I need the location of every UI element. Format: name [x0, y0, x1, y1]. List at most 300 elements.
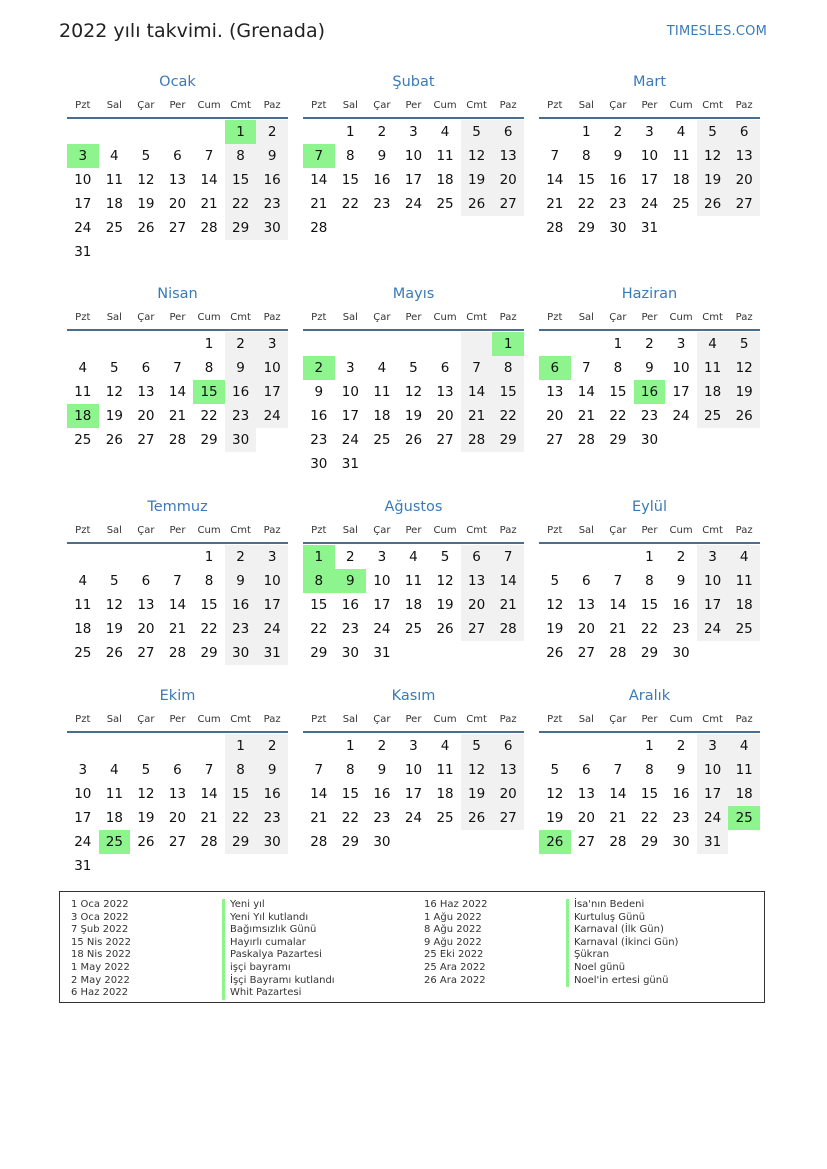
- day-cell: 22: [225, 806, 257, 830]
- legend-holiday-name: Yeni yıl: [222, 899, 335, 912]
- day-cell: 6: [492, 120, 524, 144]
- day-cell: 16: [310, 408, 328, 424]
- day-cell: 25: [105, 220, 123, 236]
- day-cell: 14: [310, 172, 328, 188]
- day-cell: 27: [546, 432, 564, 448]
- weekday-header-row: [67, 522, 288, 540]
- day-cell: 27: [492, 806, 524, 830]
- day-cell: 24: [697, 617, 729, 641]
- weekday-label: Pzt: [547, 525, 563, 536]
- day-cell: 25: [672, 196, 690, 212]
- weekday-label: Paz: [499, 525, 517, 536]
- day-cell: 10: [697, 758, 729, 782]
- week-row: [539, 806, 760, 830]
- weekday-label: Cmt: [702, 714, 723, 725]
- empty-day-cell: [461, 332, 493, 356]
- legend-holiday-name: Paskalya Pazartesi: [222, 949, 335, 962]
- day-cell: 28: [310, 834, 328, 850]
- day-cell: 29: [225, 216, 257, 240]
- holiday-day-cell: 25: [99, 830, 131, 854]
- day-cell: 5: [110, 360, 119, 376]
- legend-holiday-name: Karnaval (İlk Gün): [566, 924, 678, 937]
- day-cell: 1: [645, 549, 654, 565]
- week-row: [303, 617, 524, 641]
- empty-day-cell: [602, 545, 634, 569]
- weekday-label: Per: [641, 100, 658, 111]
- empty-day-cell: [602, 734, 634, 758]
- legend-holiday-name: Kurtuluş Günü: [566, 912, 678, 925]
- month-name: Mart: [632, 74, 667, 90]
- day-cell: 26: [546, 645, 564, 661]
- day-cell: 8: [645, 762, 654, 778]
- day-cell: 4: [78, 573, 88, 589]
- week-row: [303, 452, 524, 476]
- day-cell: 6: [173, 762, 182, 778]
- weekday-label: Per: [405, 525, 422, 536]
- week-row: [539, 404, 760, 428]
- day-cell: 11: [105, 172, 123, 188]
- day-cell: 7: [314, 762, 324, 778]
- day-cell: 8: [204, 360, 214, 376]
- day-cell: 22: [200, 408, 218, 424]
- legend-date: 8 Ağu 2022: [424, 924, 482, 936]
- header-divider: [303, 329, 524, 331]
- day-cell: 4: [440, 124, 450, 140]
- weekday-label: Sal: [578, 714, 594, 725]
- day-cell: 7: [582, 360, 591, 376]
- day-cell: 2: [346, 549, 355, 565]
- weekday-label: Çar: [373, 100, 391, 111]
- day-cell: 28: [609, 645, 627, 661]
- weekday-label: Sal: [342, 525, 358, 536]
- day-cell: 14: [546, 172, 564, 188]
- day-cell: 15: [200, 597, 218, 613]
- legend-date: 1 May 2022: [71, 961, 130, 973]
- day-cell: 23: [640, 408, 659, 424]
- day-cell: 9: [676, 573, 686, 589]
- day-cell: 10: [404, 762, 423, 778]
- day-cell: 22: [225, 192, 257, 216]
- empty-day-cell: [429, 452, 461, 476]
- legend-date: 18 Nis 2022: [71, 949, 131, 961]
- day-cell: 10: [256, 356, 288, 380]
- empty-day-cell: [335, 216, 367, 240]
- day-cell: 13: [436, 384, 454, 400]
- legend-date: 3 Oca 2022: [71, 911, 129, 923]
- weekday-label: Cmt: [466, 714, 487, 725]
- day-cell: 23: [225, 617, 257, 641]
- weekday-header-row: [539, 522, 760, 540]
- week-row: [67, 617, 288, 641]
- weekday-label: Çar: [609, 525, 627, 536]
- day-cell: 4: [440, 738, 450, 754]
- day-cell: 5: [550, 573, 560, 589]
- holiday-day-cell: 3: [67, 144, 99, 168]
- day-cell: 20: [168, 196, 187, 212]
- day-cell: 31: [341, 456, 359, 472]
- day-cell: 25: [728, 617, 760, 641]
- day-cell: 13: [577, 786, 595, 802]
- day-cell: 21: [168, 621, 187, 637]
- day-cell: 22: [310, 621, 328, 637]
- weekday-label: Sal: [342, 312, 358, 323]
- day-cell: 17: [74, 196, 92, 212]
- empty-day-cell: [130, 734, 162, 758]
- day-cell: 12: [404, 384, 423, 400]
- empty-day-cell: [398, 332, 430, 356]
- weekday-label: Çar: [373, 312, 391, 323]
- day-cell: 9: [645, 360, 654, 376]
- empty-day-cell: [366, 452, 398, 476]
- header-divider: [67, 329, 288, 331]
- day-cell: 29: [609, 432, 627, 448]
- day-cell: 17: [404, 172, 423, 188]
- weekday-label: Çar: [137, 312, 155, 323]
- empty-day-cell: [67, 734, 99, 758]
- day-cell: 29: [225, 830, 257, 854]
- day-cell: 19: [436, 597, 454, 613]
- week-row: [67, 569, 288, 593]
- week-row: [539, 569, 760, 593]
- day-cell: 25: [74, 645, 92, 661]
- day-cell: 6: [728, 120, 760, 144]
- empty-day-cell: [429, 216, 461, 240]
- day-cell: 19: [461, 168, 493, 192]
- day-cell: 31: [373, 645, 391, 661]
- day-cell: 29: [640, 645, 659, 661]
- day-cell: 25: [436, 810, 454, 826]
- day-cell: 24: [256, 404, 288, 428]
- month-name: Nisan: [157, 286, 198, 302]
- weekday-label: Sal: [578, 312, 594, 323]
- week-row: [67, 782, 288, 806]
- day-cell: 16: [609, 172, 627, 188]
- month-name: Kasım: [391, 688, 436, 704]
- week-row: [67, 356, 288, 380]
- day-cell: 1: [204, 336, 214, 352]
- day-cell: 20: [546, 408, 564, 424]
- weekday-label: Cmt: [230, 100, 251, 111]
- day-cell: 26: [105, 645, 123, 661]
- weekday-label: Paz: [735, 525, 753, 536]
- day-cell: 2: [613, 124, 623, 140]
- weekday-label: Pzt: [75, 714, 91, 725]
- header-divider: [539, 117, 760, 119]
- weekday-label: Cum: [433, 525, 457, 536]
- month-calendar: [303, 284, 524, 476]
- day-cell: 22: [577, 196, 595, 212]
- day-cell: 16: [225, 593, 257, 617]
- day-cell: 23: [373, 196, 391, 212]
- day-cell: 13: [577, 597, 595, 613]
- day-cell: 7: [173, 360, 182, 376]
- month-calendar: [303, 72, 524, 240]
- month-name: Ekim: [159, 688, 196, 704]
- day-cell: 12: [697, 144, 729, 168]
- empty-day-cell: [697, 216, 729, 240]
- day-cell: 4: [110, 762, 119, 778]
- empty-day-cell: [99, 120, 131, 144]
- day-cell: 19: [546, 621, 564, 637]
- day-cell: 29: [341, 834, 359, 850]
- day-cell: 24: [404, 810, 423, 826]
- day-cell: 11: [74, 384, 92, 400]
- day-cell: 6: [582, 762, 591, 778]
- holiday-day-cell: 2: [303, 356, 335, 380]
- day-cell: 24: [74, 834, 92, 850]
- day-cell: 21: [461, 404, 493, 428]
- day-cell: 5: [440, 549, 450, 565]
- empty-day-cell: [492, 830, 524, 854]
- weekday-header-row: [303, 309, 524, 327]
- day-cell: 25: [74, 432, 92, 448]
- legend-holiday-name: İsa'nın Bedeni: [566, 899, 678, 912]
- day-cell: 15: [640, 597, 659, 613]
- day-cell: 16: [373, 786, 391, 802]
- empty-day-cell: [539, 734, 571, 758]
- week-row: [67, 144, 288, 168]
- day-cell: 18: [105, 810, 123, 826]
- day-cell: 28: [492, 617, 524, 641]
- legend-holiday-name: Noel günü: [566, 962, 678, 975]
- week-row: [303, 216, 524, 240]
- empty-day-cell: [366, 216, 398, 240]
- week-row: [67, 641, 288, 665]
- day-cell: 31: [74, 858, 92, 874]
- day-cell: 11: [74, 597, 92, 613]
- week-row: [303, 545, 524, 569]
- empty-day-cell: [461, 216, 493, 240]
- day-cell: 13: [492, 758, 524, 782]
- holiday-day-cell: 1: [492, 332, 524, 356]
- day-cell: 24: [373, 621, 391, 637]
- weekday-label: Sal: [578, 100, 594, 111]
- weekday-label: Paz: [263, 312, 281, 323]
- legend-holiday-name: Bağımsızlık Günü: [222, 924, 335, 937]
- holiday-day-cell: 18: [67, 404, 99, 428]
- day-cell: 12: [461, 758, 493, 782]
- empty-day-cell: [429, 332, 461, 356]
- week-row: [539, 216, 760, 240]
- weekday-header-row: [539, 97, 760, 115]
- day-cell: 10: [404, 148, 423, 164]
- day-cell: 9: [225, 569, 257, 593]
- day-cell: 4: [409, 549, 418, 565]
- legend-holiday-name: Yeni Yıl kutlandı: [222, 912, 335, 925]
- weekday-label: Per: [641, 714, 658, 725]
- week-row: [303, 569, 524, 593]
- weekday-label: Çar: [373, 714, 391, 725]
- day-cell: 14: [577, 384, 595, 400]
- week-row: [303, 782, 524, 806]
- day-cell: 23: [672, 621, 690, 637]
- weekday-header-row: [303, 97, 524, 115]
- header-divider: [67, 542, 288, 544]
- day-cell: 11: [728, 758, 760, 782]
- day-cell: 20: [436, 408, 454, 424]
- day-cell: 1: [613, 336, 623, 352]
- day-cell: 17: [341, 408, 359, 424]
- day-cell: 7: [492, 545, 524, 569]
- day-cell: 28: [609, 834, 627, 850]
- day-cell: 2: [225, 545, 257, 569]
- day-cell: 14: [168, 384, 187, 400]
- weekday-label: Çar: [137, 714, 155, 725]
- day-cell: 2: [377, 738, 387, 754]
- day-cell: 16: [256, 782, 288, 806]
- month-calendar: [67, 497, 288, 665]
- day-cell: 2: [225, 332, 257, 356]
- legend-holiday-name: Şükran: [566, 949, 678, 962]
- holiday-day-cell: 7: [303, 144, 335, 168]
- day-cell: 8: [225, 758, 257, 782]
- day-cell: 18: [105, 196, 123, 212]
- day-cell: 13: [168, 172, 187, 188]
- week-row: [539, 830, 760, 854]
- weekday-label: Paz: [735, 312, 753, 323]
- day-cell: 13: [137, 384, 155, 400]
- weekday-header-row: [303, 711, 524, 729]
- day-cell: 6: [173, 148, 182, 164]
- day-cell: 24: [640, 196, 659, 212]
- day-cell: 1: [582, 124, 591, 140]
- week-row: [303, 144, 524, 168]
- day-cell: 5: [697, 120, 729, 144]
- week-row: [67, 120, 288, 144]
- day-cell: 22: [492, 404, 524, 428]
- month-calendar: [303, 686, 524, 854]
- day-cell: 14: [609, 786, 627, 802]
- month-name: Temmuz: [147, 499, 208, 515]
- day-cell: 16: [672, 597, 690, 613]
- weekday-label: Sal: [342, 714, 358, 725]
- day-cell: 15: [640, 786, 659, 802]
- day-cell: 16: [256, 168, 288, 192]
- weekday-label: Pzt: [75, 100, 91, 111]
- day-cell: 5: [461, 734, 493, 758]
- empty-day-cell: [697, 428, 729, 452]
- empty-day-cell: [539, 120, 571, 144]
- day-cell: 19: [404, 408, 423, 424]
- day-cell: 15: [225, 168, 257, 192]
- day-cell: 26: [137, 220, 155, 236]
- day-cell: 20: [137, 621, 155, 637]
- weekday-label: Per: [405, 714, 422, 725]
- day-cell: 7: [204, 762, 214, 778]
- day-cell: 24: [697, 806, 729, 830]
- empty-day-cell: [335, 332, 367, 356]
- weekday-label: Pzt: [547, 312, 563, 323]
- empty-day-cell: [67, 545, 99, 569]
- day-cell: 20: [728, 168, 760, 192]
- weekday-label: Cmt: [702, 525, 723, 536]
- empty-day-cell: [429, 830, 461, 854]
- day-cell: 16: [225, 380, 257, 404]
- day-cell: 19: [137, 196, 155, 212]
- day-cell: 7: [204, 148, 214, 164]
- day-cell: 1: [204, 549, 214, 565]
- day-cell: 3: [256, 545, 288, 569]
- week-row: [303, 806, 524, 830]
- day-cell: 19: [461, 782, 493, 806]
- month-name: Ocak: [159, 74, 196, 90]
- empty-day-cell: [665, 216, 697, 240]
- day-cell: 8: [613, 360, 623, 376]
- day-cell: 2: [256, 120, 288, 144]
- week-row: [539, 734, 760, 758]
- weekday-label: Cum: [433, 100, 457, 111]
- day-cell: 28: [168, 645, 187, 661]
- empty-day-cell: [99, 240, 131, 264]
- day-cell: 24: [256, 617, 288, 641]
- day-cell: 23: [225, 404, 257, 428]
- day-cell: 30: [256, 216, 288, 240]
- holiday-legend: [59, 891, 765, 1003]
- day-cell: 6: [461, 545, 493, 569]
- week-row: [539, 641, 760, 665]
- month-calendar: [303, 497, 524, 665]
- holiday-day-cell: 6: [539, 356, 571, 380]
- holiday-day-cell: 1: [303, 545, 335, 569]
- day-cell: 7: [550, 148, 560, 164]
- day-cell: 2: [256, 734, 288, 758]
- day-cell: 8: [582, 148, 591, 164]
- weekday-label: Pzt: [311, 100, 327, 111]
- weekday-header-row: [67, 711, 288, 729]
- day-cell: 27: [436, 432, 454, 448]
- weekday-label: Çar: [137, 100, 155, 111]
- day-cell: 27: [728, 192, 760, 216]
- legend-date: 2 May 2022: [71, 974, 130, 986]
- day-cell: 27: [168, 834, 187, 850]
- day-cell: 4: [697, 332, 729, 356]
- empty-day-cell: [429, 641, 461, 665]
- empty-day-cell: [539, 545, 571, 569]
- weekday-label: Per: [405, 100, 422, 111]
- day-cell: 15: [225, 782, 257, 806]
- weekday-label: Paz: [499, 100, 517, 111]
- week-row: [67, 428, 288, 452]
- brand-link[interactable]: TIMESLES.COM: [666, 24, 767, 39]
- day-cell: 31: [256, 641, 288, 665]
- day-cell: 6: [440, 360, 450, 376]
- day-cell: 11: [697, 356, 729, 380]
- day-cell: 6: [492, 734, 524, 758]
- week-row: [67, 830, 288, 854]
- day-cell: 12: [546, 597, 564, 613]
- weekday-label: Cmt: [702, 312, 723, 323]
- empty-day-cell: [256, 240, 288, 264]
- day-cell: 26: [436, 621, 454, 637]
- weekday-label: Cum: [669, 312, 693, 323]
- weekday-label: Cum: [669, 525, 693, 536]
- day-cell: 18: [436, 172, 454, 188]
- empty-day-cell: [697, 641, 729, 665]
- empty-day-cell: [728, 428, 760, 452]
- day-cell: 17: [373, 597, 391, 613]
- day-cell: 6: [582, 573, 591, 589]
- week-row: [539, 617, 760, 641]
- day-cell: 23: [609, 196, 627, 212]
- day-cell: 17: [256, 380, 288, 404]
- weekday-label: Paz: [735, 714, 753, 725]
- day-cell: 16: [672, 786, 690, 802]
- day-cell: 2: [377, 124, 387, 140]
- month-calendar: [539, 497, 760, 665]
- empty-day-cell: [398, 216, 430, 240]
- empty-day-cell: [99, 734, 131, 758]
- day-cell: 5: [728, 332, 760, 356]
